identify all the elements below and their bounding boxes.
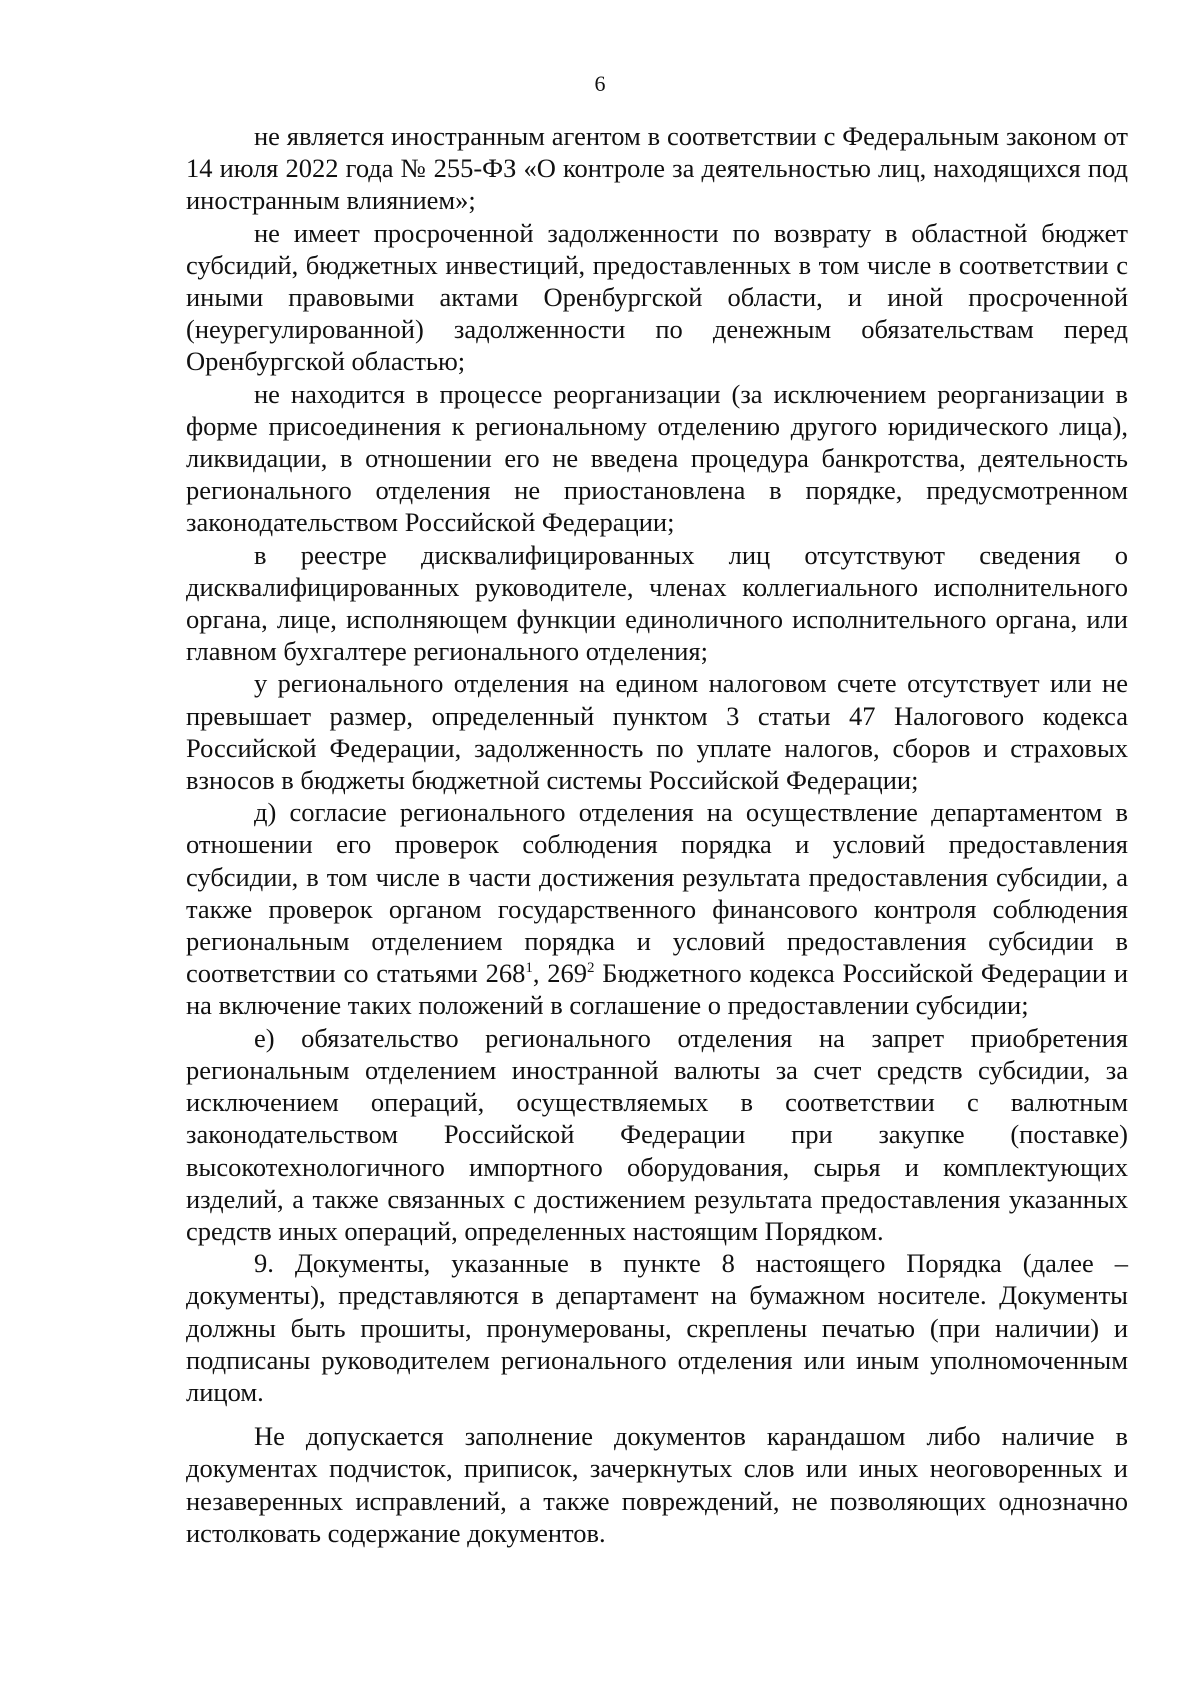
paragraph-tax-account: у регионального отделения на едином налоговом счете отсутствует или не превышает размер, определенный пунктом 3 статьи 47 Налогового кодекса Российской Федерации, задолженность по уплате налогов, сборов и страховых взносов в бюджеты бюджетной системы Российской Федерации; — [186, 668, 1128, 796]
paragraph-reorganization: не находится в процессе реорганизации (за исключением реорганизации в форме присоединения к региональному отделению другого юридического лица), ликвидации, в отношении его не введена процедура банкротства, деятельность регионального отделения не приостановлена в порядке, предусмотренном законодательством Российской Федерации; — [186, 378, 1128, 538]
paragraph-foreign-agent: не является иностранным агентом в соответствии с Федеральным законом от 14 июля 2022 года № 255-ФЗ «О контроле за деятельностью лиц, находящихся под иностранным влиянием»; — [186, 121, 1128, 216]
paragraph-currency-obligation: е) обязательство регионального отделения на запрет приобретения региональным отделением иностранной валюты за счет средств субсидии, за исключением операций, осуществляемых в соответствии с валютным законодательством Российской Федерации при закупке (поставке) высокотехнологичного импортного оборудования, сырья и комплектующих изделий, а также связанных с достижением результата предоставления указанных средств иных операций, определенных настоящим Порядком. — [186, 1022, 1128, 1246]
superscript-1: 1 — [525, 960, 533, 977]
superscript-2: 2 — [587, 960, 595, 977]
paragraph-disqualified-persons: в реестре дисквалифицированных лиц отсутствуют сведения о дисквалифицированных руководителе, членах коллегиального исполнительного органа, лице, исполняющем функции единоличного исполнительного органа, или главном бухгалтере регионального отделения; — [186, 539, 1128, 667]
page-number: 6 — [594, 71, 606, 96]
paragraph-overdue-debt: не имеет просроченной задолженности по возврату в областной бюджет субсидий, бюджетных инвестиций, предоставленных в том числе в соответствии с иными правовыми актами Оренбургской области, и иной просроченной (неурегулированной) задолженности по денежным обязательствам перед Оренбургской областью; — [186, 217, 1128, 377]
paragraph-documents-submission: 9. Документы, указанные в пункте 8 настоящего Порядка (далее – документы), представляются в департамент на бумажном носителе. Документы должны быть прошиты, пронумерованы, скреплены печатью (при наличии) и подписаны руководителем регионального отделения или иным уполномоченным лицом. — [186, 1248, 1128, 1407]
consent-text-part-3: Бюджетного кодекса Российской Федерации и на включение таких положений в соглашение о предоставлении субсидии; — [186, 958, 1129, 1021]
paragraph-consent-inspections — [186, 796, 1128, 1021]
document-body — [186, 120, 1128, 1549]
consent-text-part-1: д) согласие регионального отделения на осуществление департаментом в отношении его проверок соблюдения порядка и условий предоставления субсидии, в том числе в части достижения результата предоставления субсидии, а также проверок органом государственного финансового контроля соблюдения региональным отделением порядка и условий предоставления субсидии в соответствии со статьями 268 — [186, 797, 1128, 989]
paragraph-documents-corrections: Не допускается заполнение документов карандашом либо наличие в документах подчисток, приписок, зачеркнутых слов или иных неоговоренных и незаверенных исправлений, а также повреждений, не позволяющих однозначно истолковать содержание документов. — [186, 1421, 1128, 1548]
consent-text-part-2: , 269 — [532, 958, 588, 989]
